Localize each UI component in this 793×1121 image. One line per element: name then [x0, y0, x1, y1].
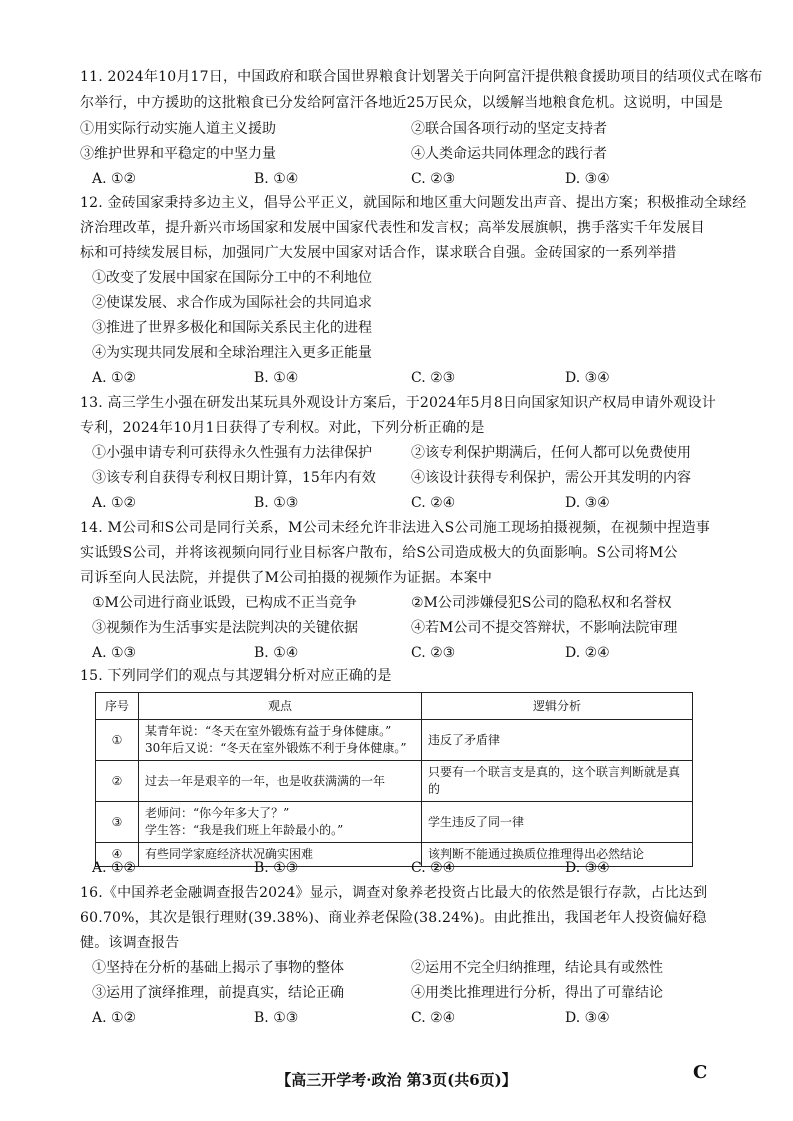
- question-13-option: ①小强申请专利可获得永久性强有力法律保护: [92, 445, 372, 461]
- viewpoint-line: 学生答：“我是我们班上年龄最小的。”: [145, 823, 344, 837]
- question-12-choice-a: A. ①②: [92, 370, 137, 386]
- row-viewpoint: 过去一年是艰辛的一年，也是收获满满的一年: [139, 761, 422, 802]
- question-11-choice-d: D. ③④: [565, 171, 610, 187]
- question-11-choice-c: C. ②③: [411, 171, 456, 187]
- question-11-option: ②联合国各项行动的坚定支持者: [411, 121, 607, 137]
- question-13-choice-a: A. ①②: [92, 495, 137, 511]
- question-12-option: ④为实现共同发展和全球治理注入更多正能量: [92, 345, 372, 361]
- row-viewpoint: [139, 802, 422, 843]
- question-14-choice-b: B. ①④: [254, 645, 299, 661]
- row-number: ④: [96, 843, 139, 867]
- question-13-option: ②该专利保护期满后，任何人都可以免费使用: [411, 445, 691, 461]
- row-analysis: 违反了矛盾律: [422, 720, 693, 761]
- question-15-stem: 15. 下列同学们的观点与其逻辑分析对应正确的是: [80, 668, 392, 684]
- question-16-choice-c: C. ②④: [411, 1010, 456, 1026]
- row-number: ①: [96, 720, 139, 761]
- viewpoint-line: 某青年说：“冬天在室外锻炼有益于身体健康。”: [145, 724, 392, 738]
- question-16-stem-line: 健。该调查报告: [80, 935, 180, 951]
- row-viewpoint: [139, 720, 422, 761]
- question-15-choice-a: A. ①②: [92, 860, 137, 876]
- table-header-cell: 观点: [139, 693, 422, 720]
- question-11-choice-a: A. ①②: [92, 171, 137, 187]
- question-14-choice-a: A. ①③: [92, 645, 137, 661]
- question-12-stem-line: 济治理改革，提升新兴市场国家和发展中国家代表性和发言权；高举发展旗帜，携手落实千年发展目: [80, 220, 705, 236]
- question-12-stem-line: 标和可持续发展目标，加强同广大发展中国家对话合作，谋求联合自强。金砖国家的一系列举措: [80, 245, 677, 261]
- question-14-option: ①M公司进行商业诋毁，已构成不正当竞争: [92, 595, 357, 611]
- question-14-option: ③视频作为生活事实是法院判决的关键依据: [92, 620, 358, 636]
- row-analysis: 学生违反了同一律: [422, 802, 693, 843]
- question-15-choice-d: D. ③④: [565, 860, 610, 876]
- question-16-option: ②运用不完全归纳推理，结论具有或然性: [411, 960, 663, 976]
- question-12-choice-b: B. ①④: [254, 370, 299, 386]
- question-14-stem-line: 14. M公司和S公司是同行关系，M公司未经允许非法进入S公司施工现场拍摄视频，在视频中捏造事: [80, 520, 710, 536]
- question-11-choice-b: B. ①④: [254, 171, 299, 187]
- question-15-choice-c: C. ②④: [411, 860, 456, 876]
- question-15-choice-b: B. ①③: [254, 860, 299, 876]
- question-16-option: ①坚持在分析的基础上揭示了事物的整体: [92, 960, 344, 976]
- paper-version-mark: C: [693, 1062, 708, 1083]
- row-analysis: 只要有一个联言支是真的，这个联言判断就是真的: [422, 761, 693, 802]
- table-header-cell: 逻辑分析: [422, 693, 693, 720]
- logic-analysis-table: [95, 692, 693, 867]
- question-16-option: ③运用了演绎推理，前提真实，结论正确: [92, 985, 344, 1001]
- question-16-choice-d: D. ③④: [565, 1010, 610, 1026]
- question-16-stem-line: 16.《中国养老金融调查报告2024》显示，调查对象养老投资占比最大的依然是银行存款，占比达到: [80, 885, 708, 901]
- question-13-choice-d: D. ③④: [565, 495, 610, 511]
- question-11-option: ③维护世界和平稳定的中坚力量: [80, 146, 276, 162]
- question-13-option: ④该设计获得专利保护，需公开其发明的内容: [411, 470, 691, 486]
- question-14-stem-line: 司诉至向人民法院，并提供了M公司拍摄的视频作为证据。本案中: [80, 570, 493, 586]
- question-11-stem-line: 11. 2024年10月17日，中国政府和联合国世界粮食计划署关于向阿富汗提供粮食援助项目的结项仪式在喀布: [80, 69, 763, 85]
- question-11-option: ①用实际行动实施人道主义援助: [80, 121, 276, 137]
- question-14-choice-c: C. ②③: [411, 645, 456, 661]
- row-number: ②: [96, 761, 139, 802]
- row-number: ③: [96, 802, 139, 843]
- question-16-option: ④用类比推理进行分析，得出了可靠结论: [411, 985, 663, 1001]
- question-12-option: ②使谋发展、求合作成为国际社会的共同追求: [92, 295, 372, 311]
- question-16-choice-a: A. ①②: [92, 1010, 137, 1026]
- question-12-option: ③推进了世界多极化和国际关系民主化的进程: [92, 320, 372, 336]
- question-11-stem-line: 尔举行，中方援助的这批粮食已分发给阿富汗各地近25万民众，以缓解当地粮食危机。这说明，中国是: [80, 95, 724, 111]
- question-11-option: ④人类命运共同体理念的践行者: [411, 146, 607, 162]
- question-14-option: ②M公司涉嫌侵犯S公司的隐私权和名誉权: [411, 595, 672, 611]
- question-12-choice-d: D. ③④: [565, 370, 610, 386]
- question-16-stem-line: 60.70%，其次是银行理财(39.38%)、商业养老保险(38.24%)。由此推出，我国老年人投资偏好稳: [80, 910, 707, 926]
- question-12-option: ①改变了发展中国家在国际分工中的不利地位: [92, 270, 372, 286]
- table-row: [96, 761, 693, 802]
- table-row: [96, 720, 693, 761]
- row-viewpoint: 有些同学家庭经济状况确实困难: [139, 843, 422, 867]
- viewpoint-line: 老师问：“你今年多大了？”: [145, 806, 290, 820]
- table-header-cell: 序号: [96, 693, 139, 720]
- row-analysis: 该判断不能通过换质位推理得出必然结论: [422, 843, 693, 867]
- question-13-stem-line: 13. 高三学生小强在研发出某玩具外观设计方案后，于2024年5月8日向国家知识产权局申请外观设计: [80, 395, 716, 411]
- question-13-choice-b: B. ①③: [254, 495, 299, 511]
- question-12-stem-line: 12. 金砖国家秉持多边主义，倡导公平正义，就国际和地区重大问题发出声音、提出方案；积极推动全球经: [80, 195, 747, 211]
- question-14-stem-line: 实诋毁S公司，并将该视频向同行业目标客户散布，给S公司造成极大的负面影响。S公司将M公: [80, 545, 678, 561]
- question-14-option: ④若M公司不提交答辩状，不影响法院审理: [411, 620, 678, 636]
- page-footer: 【高三开学考·政治 第3页(共6页)】: [276, 1071, 517, 1089]
- question-14-choice-d: D. ②④: [565, 645, 610, 661]
- table-header-row: [96, 693, 693, 720]
- question-13-choice-c: C. ②④: [411, 495, 456, 511]
- table-row: [96, 802, 693, 843]
- viewpoint-line: 30年后又说：“冬天在室外锻炼不利于身体健康。”: [145, 741, 407, 755]
- question-13-stem-line: 专利，2024年10月1日获得了专利权。对此，下列分析正确的是: [80, 420, 485, 436]
- question-12-choice-c: C. ②③: [411, 370, 456, 386]
- question-13-option: ③该专利自获得专利权日期计算，15年内有效: [92, 470, 376, 486]
- question-16-choice-b: B. ①③: [254, 1010, 299, 1026]
